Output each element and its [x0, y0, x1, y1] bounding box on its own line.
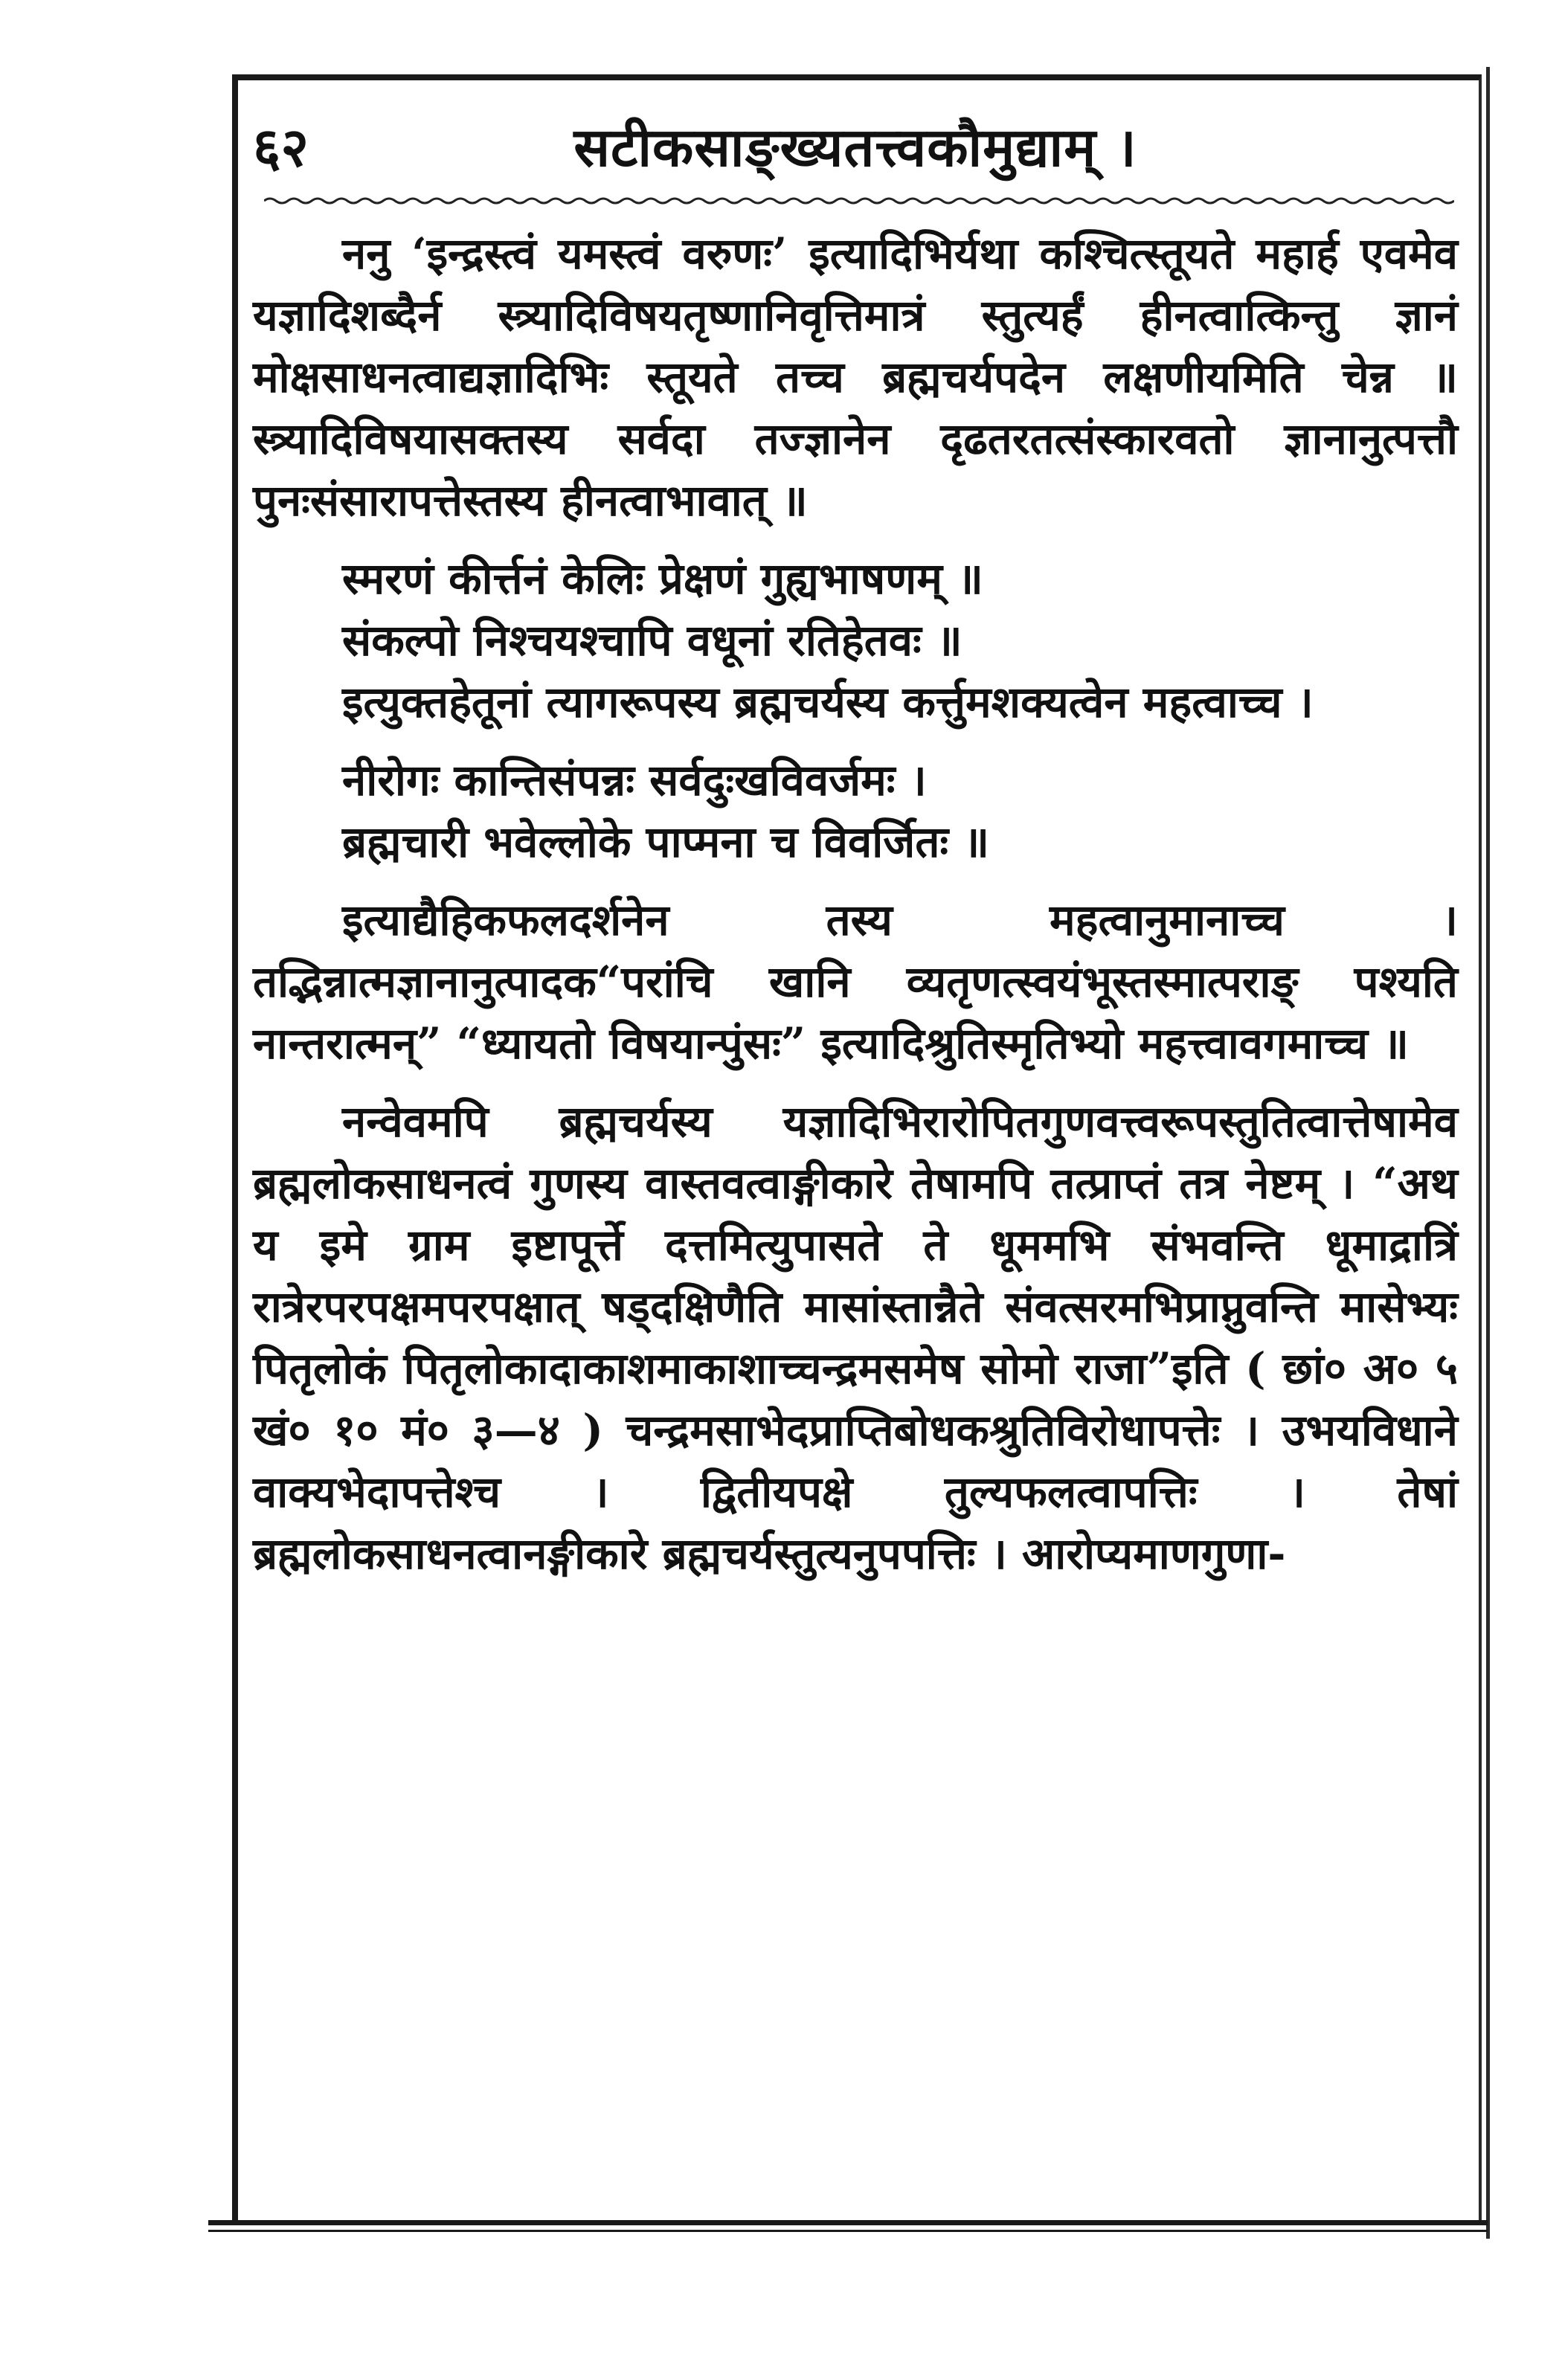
paragraph-1: ननु ‘इन्द्रस्त्वं यमस्त्वं वरुणः’ इत्यादिभिर्यथा कश्चित्स्तूयते महार्ह एवमेव यज्ञादिशब्दैर्न स्त्र्यादिविषयतृष्णानिवृत्तिमात्रं स्तुत्यर्हं हीनत्वात्किन्तु ज्ञानं मोक्षसाधनत्वाद्यज्ञादिभिः स्तूयते तच्च ब्रह्मचर्यपदेन लक्षणीयमिति चेन्न ॥ स्त्र्यादिविषयासक्तस्य सर्वदा तज्ज्ञानेन दृढतरतत्संस्कारवतो ज्ञानानुत्पत्तौ पुनःसंसारापत्तेस्तस्य हीनत्वाभावात् ॥ — [253, 228, 1458, 526]
paragraph-4: नन्वेवमपि ब्रह्मचर्यस्य यज्ञादिभिरारोपितगुणवत्त्वरूपस्तुतित्वात्तेषामेव ब्रह्मलोकसाधनत्वं गुणस्य वास्तवत्वाङ्गीकारे तेषामपि तत्प्राप्तं तत्र नेष्टम् । “अथ य इमे ग्राम इष्टापूर्त्ते दत्तमित्युपासते ते धूममभि संभवन्ति धूमाद्रात्रिं रात्रेरपरपक्षमपरपक्षात् षड्दक्षिणैति मासांस्तान्नैते संवत्सरमभिप्राप्नुवन्ति मासेभ्यः पितृलोकं पितृलोकादाकाशमाकाशाच्चन्द्रमसमेष सोमो राजा”इति ( छां० अ० ५ खं० १० मं० ३—४ ) चन्द्रमसाभेदप्राप्तिबोधकश्रुतिविरोधापत्तेः । उभयविधाने वाक्यभेदापत्तेश्च । द्वितीयपक्षे तुल्यफलत्वापत्तिः । तेषां ब्रह्मलोकसाधनत्वानङ्गीकारे ब्रह्मचर्यस्तुत्यनुपपत्तिः । आरोप्यमाणगुणा- — [253, 1096, 1458, 1579]
running-title: सटीकसाङ्ख्यतत्त्वकौमुद्याम् । — [573, 115, 1137, 178]
verse-2-line-1: नीरोगः कान्तिसंपन्नः सर्वदुःखविवर्जमः । — [342, 755, 927, 805]
wavy-divider — [264, 195, 1454, 207]
paragraph-3: इत्याद्यैहिकफलदर्शनेन तस्य महत्वानुमानाच्च । तद्भिन्नात्मज्ञानानुत्पादक“परांचि खानि व्यतृणत्स्वयंभूस्तस्मात्पराङ् पश्यति नान्तरात्मन्” “ध्यायतो विषयान्पुंसः” इत्यादिश्रुतिस्मृतिभ्यो महत्त्वावगमाच्च ॥ — [253, 895, 1458, 1069]
page-header — [253, 110, 1458, 192]
page-number: ६२ — [253, 115, 309, 178]
paragraph-2: इत्युक्तहेतूनां त्यागरूपस्य ब्रह्मचर्यस्य कर्त्तुमशक्यत्वेन महत्वाच्च । — [342, 677, 1314, 727]
verse-1-line-1: स्मरणं कीर्त्तनं केलिः प्रेक्षणं गुह्यभाषणम् ॥ — [342, 553, 983, 604]
page-right-edge — [1486, 67, 1490, 2239]
verse-1-line-2: संकल्पो निश्चयश्चापि वधूनां रतिहेतवः ॥ — [342, 615, 962, 666]
main-text — [253, 223, 1458, 1585]
verse-2-line-2: ब्रह्मचारी भवेल्लोके पाप्मना च विवर्जितः ॥ — [342, 817, 990, 867]
bottom-double-rule — [208, 2220, 1488, 2232]
